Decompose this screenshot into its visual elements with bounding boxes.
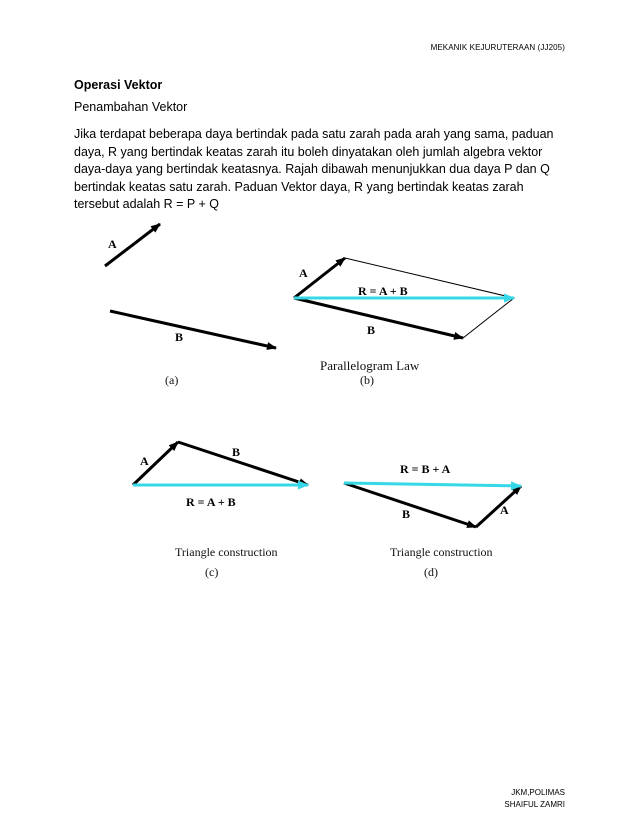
diagram-c xyxy=(133,442,308,579)
running-header: MEKANIK KEJURUTERAAN (JJ205) xyxy=(430,43,565,52)
paragraph-line: bertindak keatas satu zarah. Paduan Vektor daya, R yang bertindak keatas zarah xyxy=(74,179,524,194)
footer-institution: JKM,POLIMAS xyxy=(511,788,565,797)
vector-b-arrow xyxy=(178,442,308,485)
vector-b-label: B xyxy=(367,323,376,337)
page-footer xyxy=(504,787,565,811)
vector-b-label: B xyxy=(232,445,241,459)
caption-a: (a) xyxy=(165,373,179,387)
diagram-b xyxy=(294,258,514,387)
vector-b-arrow xyxy=(110,311,276,348)
diagram-d-title: Triangle construction xyxy=(390,545,493,559)
vector-b-arrow xyxy=(294,298,463,338)
diagram-c-title: Triangle construction xyxy=(175,545,278,559)
resultant-arrow xyxy=(344,483,521,486)
diagram-d xyxy=(344,462,521,579)
resultant-label: R = B + A xyxy=(400,462,451,476)
vector-b-label: B xyxy=(175,330,184,344)
diagram-b-title: Parallelogram Law xyxy=(320,358,420,373)
vector-b-label: B xyxy=(402,507,411,521)
vector-a-label: A xyxy=(140,454,149,468)
vector-a-label: A xyxy=(108,237,117,251)
caption-b: (b) xyxy=(360,373,374,387)
footer-author: SHAIFUL ZAMRI xyxy=(504,800,565,809)
section-title: Operasi Vektor xyxy=(74,78,163,92)
paragraph-line: daya-daya yang bertindak keatasnya. Rajah dibawah menunjukkan dua daya P dan Q xyxy=(74,162,550,176)
resultant-label: R = A + B xyxy=(186,495,236,509)
vector-a-label: A xyxy=(299,266,308,280)
caption-d: (d) xyxy=(424,565,438,579)
diagram-a xyxy=(105,224,276,387)
paragraph-line: tersebut adalah R = P + Q xyxy=(74,197,220,211)
caption-c: (c) xyxy=(205,565,219,579)
vector-a-arrow xyxy=(476,486,521,527)
paragraph-line: daya, R yang bertindak keatas zarah itu boleh dinyatakan oleh jumlah algebra vektor xyxy=(74,144,543,159)
subsection-title: Penambahan Vektor xyxy=(74,100,188,114)
resultant-label: R = A + B xyxy=(358,284,408,298)
vector-a-label: A xyxy=(500,503,509,517)
paragraph-line: Jika terdapat beberapa daya bertindak pada satu zarah pada arah yang sama, paduan xyxy=(74,127,554,141)
